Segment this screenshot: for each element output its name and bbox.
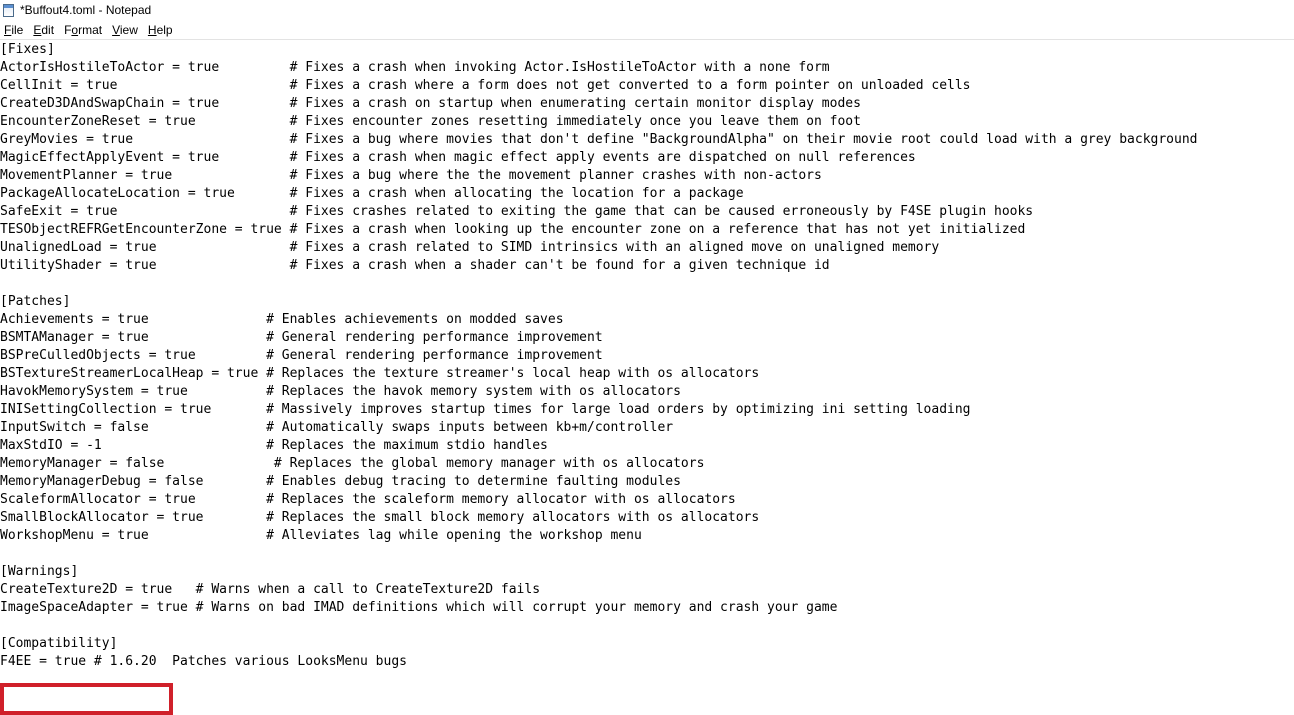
text-line: InputSwitch = false # Automatically swaps inputs between kb+m/controller <box>0 420 674 435</box>
text-line: TESObjectREFRGetEncounterZone = true # Fixes a crash when looking up the encounter zone on a reference that has not yet initialized <box>0 222 1026 237</box>
menu-file[interactable]: File <box>4 22 24 37</box>
text-line: SafeExit = true # Fixes crashes related to exiting the game that can be caused erroneously by F4SE plugin hooks <box>0 204 1034 219</box>
text-line: ScaleformAllocator = true # Replaces the scaleform memory allocator with os allocators <box>0 492 736 507</box>
highlight-annotation-box <box>0 683 173 715</box>
text-line: F4EE = true # 1.6.20 Patches various LooksMenu bugs <box>0 654 407 669</box>
text-line: WorkshopMenu = true # Alleviates lag while opening the workshop menu <box>0 528 642 543</box>
text-line: BSTextureStreamerLocalHeap = true # Replaces the texture streamer's local heap with os allocators <box>0 366 760 381</box>
text-line: CreateTexture2D = true # Warns when a call to CreateTexture2D fails <box>0 582 541 597</box>
menu-edit[interactable]: Edit <box>33 22 55 37</box>
text-line: [Warnings] <box>0 564 79 579</box>
text-line: ActorIsHostileToActor = true # Fixes a crash when invoking Actor.IsHostileToActor with a none form <box>0 60 830 75</box>
text-line: CellInit = true # Fixes a crash where a form does not get converted to a form pointer on unloaded cells <box>0 78 971 93</box>
text-line <box>0 545 1197 563</box>
notepad-icon <box>3 4 14 17</box>
menu-bar <box>0 20 1294 39</box>
text-line: MaxStdIO = -1 # Replaces the maximum stdio handles <box>0 438 548 453</box>
text-line: [Fixes] <box>0 42 55 57</box>
text-line: Achievements = true # Enables achievements on modded saves <box>0 312 564 327</box>
text-line: EncounterZoneReset = true # Fixes encounter zones resetting immediately once you leave them on foot <box>0 114 861 129</box>
text-editor-area[interactable] <box>0 39 1294 702</box>
text-line: UtilityShader = true # Fixes a crash when a shader can't be found for a given technique id <box>0 258 830 273</box>
document-text[interactable] <box>0 41 1197 671</box>
text-line: BSPreCulledObjects = true # General rendering performance improvement <box>0 348 603 363</box>
window-title: *Buffout4.toml - Notepad <box>20 3 152 17</box>
text-line: HavokMemorySystem = true # Replaces the havok memory system with os allocators <box>0 384 681 399</box>
text-line: PackageAllocateLocation = true # Fixes a crash when allocating the location for a package <box>0 186 744 201</box>
text-line: [Compatibility] <box>0 636 118 651</box>
text-line: GreyMovies = true # Fixes a bug where movies that don't define "BackgroundAlpha" on their movie root could load with a grey background <box>0 132 1198 147</box>
text-line: SmallBlockAllocator = true # Replaces the small block memory allocators with os allocators <box>0 510 760 525</box>
text-line: UnalignedLoad = true # Fixes a crash related to SIMD intrinsics with an aligned move on unaligned memory <box>0 240 940 255</box>
text-line: INISettingCollection = true # Massively improves startup times for large load orders by optimizing ini setting loading <box>0 402 971 417</box>
menu-help[interactable]: Help <box>147 22 173 37</box>
text-line: BSMTAManager = true # General rendering performance improvement <box>0 330 603 345</box>
text-line: ImageSpaceAdapter = true # Warns on bad IMAD definitions which will corrupt your memory and crash your game <box>0 600 838 615</box>
title-bar[interactable] <box>0 0 1294 20</box>
text-line: MemoryManagerDebug = false # Enables debug tracing to determine faulting modules <box>0 474 681 489</box>
text-line <box>0 275 1197 293</box>
text-line <box>0 617 1197 635</box>
menu-view[interactable]: View <box>112 22 138 37</box>
text-line: MovementPlanner = true # Fixes a bug where the the movement planner crashes with non-actors <box>0 168 822 183</box>
text-line: MagicEffectApplyEvent = true # Fixes a crash when magic effect apply events are dispatched on null references <box>0 150 916 165</box>
text-line: MemoryManager = false # Replaces the global memory manager with os allocators <box>0 456 705 471</box>
text-line: [Patches] <box>0 294 71 309</box>
text-line: CreateD3DAndSwapChain = true # Fixes a crash on startup when enumerating certain monitor display modes <box>0 96 861 111</box>
menu-format[interactable]: Format <box>64 22 103 37</box>
